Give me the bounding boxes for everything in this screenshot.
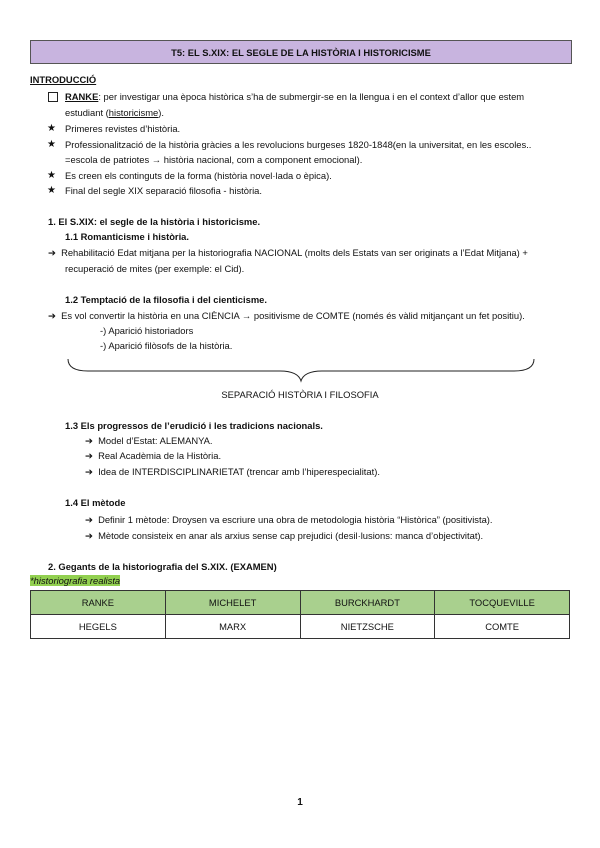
arrow-right-icon: ➔	[85, 514, 93, 525]
star-icon: ★	[47, 123, 56, 134]
brace-caption: SEPARACIÓ HISTÒRIA I FILOSOFIA	[221, 389, 379, 400]
historicisme-term: historicisme	[108, 107, 159, 118]
sub3-item: ➔ Model d’Estat: ALEMANYA.	[85, 435, 213, 446]
intro-star-item: ★ Final del segle XIX separació filosofia - història.	[47, 185, 262, 196]
arrow-right-icon: ➔	[48, 247, 56, 258]
realist-note: *historiografia realista	[30, 575, 121, 586]
sub3-heading: 1.3 Els progressos de l’erudició i les tradicions nacionals.	[65, 420, 323, 431]
sub2-arrow-line: ➔ Es vol convertir la història en una CIÈNCIA → positivisme de COMTE (només és vàlid mitjançant un fet positiu).	[48, 310, 525, 321]
table-cell: HEGELS	[31, 615, 166, 639]
table-header-row	[31, 591, 570, 615]
checkbox-icon	[48, 92, 58, 102]
sub2-heading: 1.2 Temptació de la filosofia i del cienticisme.	[65, 294, 267, 305]
table-cell: NIETZSCHE	[300, 615, 435, 639]
ranke-label: RANKE	[65, 91, 99, 102]
arrow-right-icon: ➔	[85, 435, 93, 446]
section2-heading: 2. Gegants de la historiografia del S.XIX. (EXAMEN)	[48, 561, 277, 572]
sub4-item: ➔ Mètode consisteix en anar als arxius sense cap prejudici (desil·lusions: manca d’objectivitat).	[85, 530, 484, 541]
historians-table	[30, 590, 570, 639]
intro-checkbox-line1: RANKE: per investigar una època històrica s’ha de submergir-se en la llengua i en el context d’allor que estem	[65, 91, 524, 102]
sub4-item: ➔ Definir 1 mètode: Droysen va escriure una obra de metodologia història “Històrica” (positivista).	[85, 514, 493, 525]
intro-star-continuation: =escola de patriotes → història nacional, com a component emocional).	[65, 154, 363, 165]
star-icon: ★	[47, 139, 56, 150]
intro-checkbox-line2: estudiant (historicisme).	[65, 107, 165, 118]
arrow-right-icon: ➔	[85, 450, 93, 461]
arrow-right-icon: ➔	[85, 466, 93, 477]
intro-heading: INTRODUCCIÓ	[30, 74, 97, 85]
table-row	[31, 615, 570, 639]
sub2-dash-item: -) Aparició filòsofs de la història.	[100, 340, 233, 351]
page-number: 1	[297, 797, 303, 808]
page-title: T5: EL S.XIX: EL SEGLE DE LA HISTÒRIA I HISTORICISME	[30, 40, 572, 64]
intro-star-item: ★ Primeres revistes d’història.	[47, 123, 181, 134]
table-cell: TOCQUEVILLE	[435, 591, 570, 615]
sub2-dash-item: -) Aparició historiadors	[100, 325, 194, 336]
table-cell: MARX	[165, 615, 300, 639]
table-cell: MICHELET	[165, 591, 300, 615]
section1-heading: 1. El S.XIX: el segle de la història i historicisme.	[48, 216, 261, 227]
curly-brace	[66, 357, 536, 383]
star-icon: ★	[47, 170, 56, 181]
arrow-right-icon: ➔	[48, 310, 56, 321]
sub3-item: ➔ Idea de INTERDISCIPLINARIETAT (trencar amb l’hiperespecialitat).	[85, 466, 380, 477]
intro-star-item: ★ Es creen els continguts de la forma (història novel·lada o èpica).	[47, 170, 332, 181]
sub4-heading: 1.4 El mètode	[65, 497, 126, 508]
sub1-arrow-continuation: recuperació de mites (per exemple: el Cid).	[65, 263, 245, 274]
sub1-arrow-line: ➔ Rehabilitació Edat mitjana per la historiografia NACIONAL (molts dels Estats van ser originats a l’Edat Mitjana) +	[48, 247, 528, 258]
table-cell: COMTE	[435, 615, 570, 639]
sub3-item: ➔ Real Acadèmia de la Història.	[85, 450, 222, 461]
table-cell: BURCKHARDT	[300, 591, 435, 615]
star-icon: ★	[47, 185, 56, 196]
intro-star-item: ★ Professionalització de la història gràcies a les revolucions burgeses 1820-1848(en la universitat, en les escoles..	[47, 139, 532, 150]
sub1-heading: 1.1 Romanticisme i història.	[65, 231, 189, 242]
arrow-right-icon: ➔	[85, 530, 93, 541]
table-cell: RANKE	[31, 591, 166, 615]
